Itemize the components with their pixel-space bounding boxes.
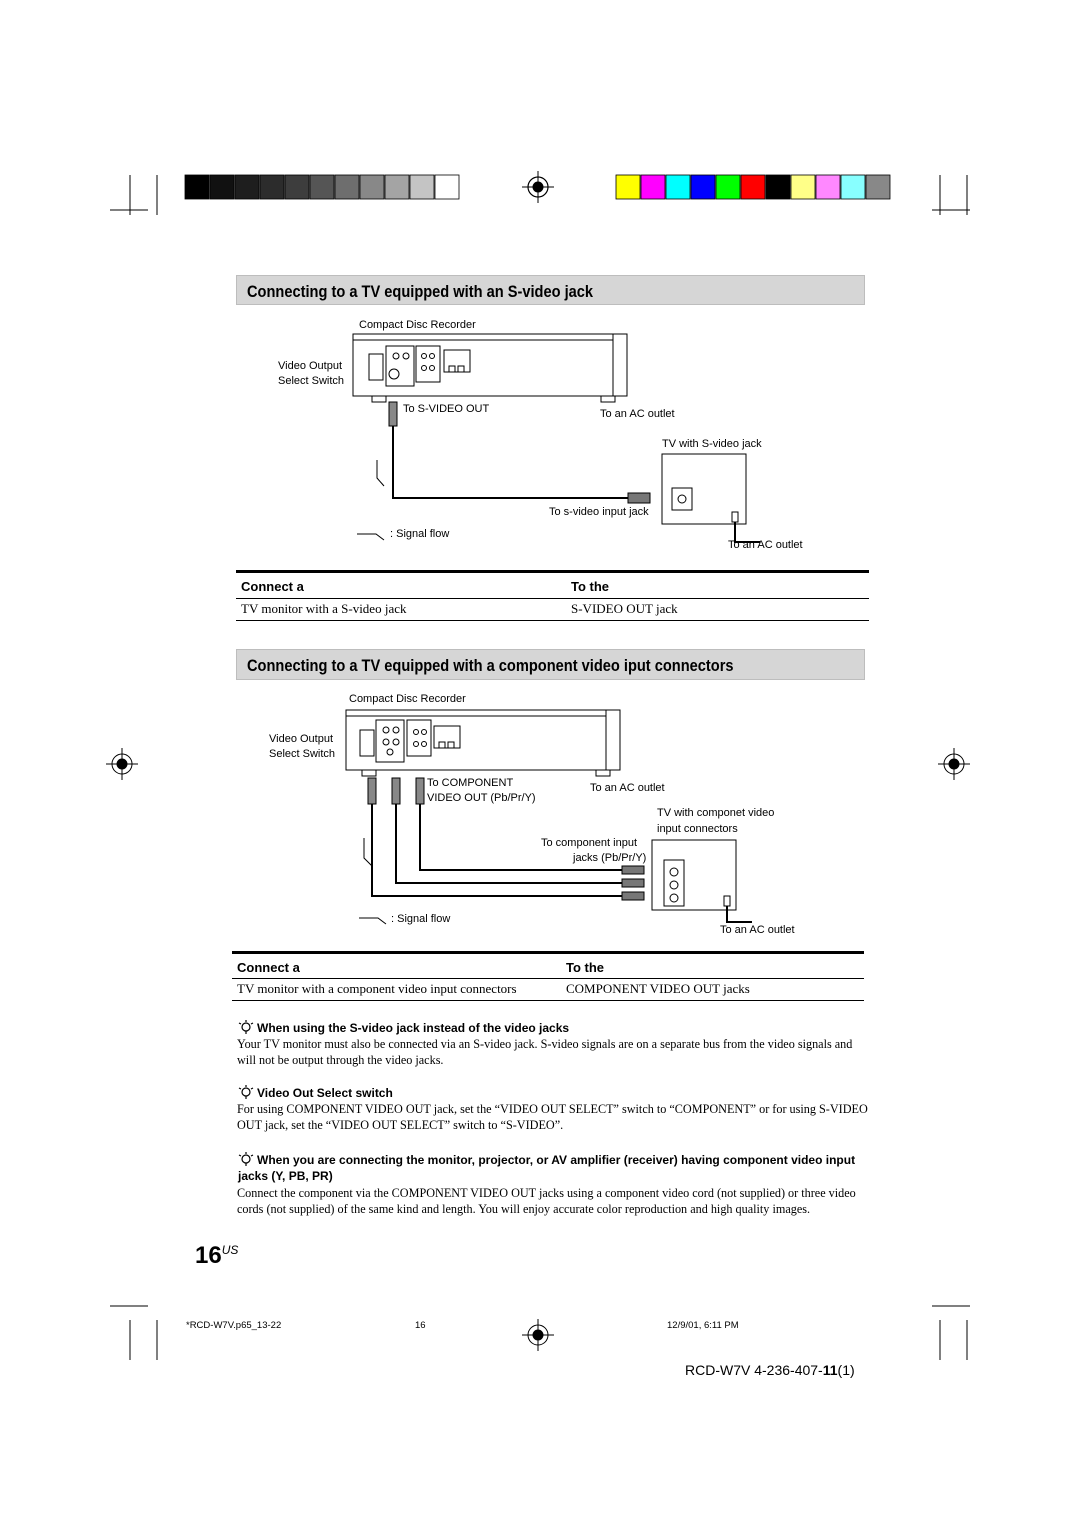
footer-page: 16 xyxy=(415,1320,426,1331)
crosshair-icon xyxy=(522,171,554,203)
table-header: To the xyxy=(566,960,605,975)
note-heading xyxy=(238,1152,868,1184)
tv-label: TV with componet video xyxy=(657,807,775,819)
note-heading-text: When you are connecting the monitor, projector, or AV amplifier (receiver) having component video input jacks (Y, PB, PR) xyxy=(238,1153,856,1183)
crosshair-icon xyxy=(938,748,970,780)
video-output-label: Video Output xyxy=(269,733,334,745)
color-calibration-block xyxy=(641,175,665,199)
to-svideo-out-label: To S-VIDEO OUT xyxy=(403,403,490,415)
color-calibration-block xyxy=(310,175,334,199)
select-switch-label: Select Switch xyxy=(269,748,336,760)
ac-outlet-label: To an AC outlet xyxy=(728,539,803,551)
color-calibration-block xyxy=(335,175,359,199)
footer-date: 12/9/01, 6:11 PM xyxy=(667,1320,739,1331)
crosshair-icon xyxy=(106,748,138,780)
color-calibration-block xyxy=(716,175,740,199)
color-calibration-block xyxy=(435,175,459,199)
color-calibration-block xyxy=(741,175,765,199)
signal-flow-label: : Signal flow xyxy=(390,528,450,540)
ac-outlet-label: To an AC outlet xyxy=(720,924,795,936)
color-calibration-block xyxy=(841,175,865,199)
table-cell: TV monitor with a component video input connectors xyxy=(237,981,517,996)
tip-icon xyxy=(238,1085,254,1099)
component-input-label: To component input xyxy=(541,837,638,849)
color-calibration-block xyxy=(691,175,715,199)
model-code-prefix: RCD-W7V 4-236-407- xyxy=(685,1362,823,1378)
footer-file: *RCD-W7V.p65_13-22 xyxy=(186,1320,282,1331)
table-cell: TV monitor with a S-video jack xyxy=(241,601,407,616)
connection-table xyxy=(236,570,869,622)
model-code-suffix: (1) xyxy=(837,1362,855,1378)
ac-outlet-label: To an AC outlet xyxy=(590,782,665,794)
model-code xyxy=(685,1362,855,1378)
color-calibration-block xyxy=(766,175,790,199)
color-calibration-block xyxy=(666,175,690,199)
tv-label: input connectors xyxy=(657,823,738,835)
color-calibration-block xyxy=(235,175,259,199)
component-input-label: jacks (Pb/Pr/Y) xyxy=(573,852,647,864)
to-component-label: VIDEO OUT (Pb/Pr/Y) xyxy=(427,792,536,804)
tip-icon xyxy=(238,1152,254,1166)
crosshair-icon xyxy=(522,1319,554,1351)
color-calibration-block xyxy=(360,175,384,199)
page-number xyxy=(195,1242,238,1270)
color-calibration-block xyxy=(791,175,815,199)
note-body: Connect the component via the COMPONENT VIDEO OUT jacks using a component video cord (not supplied) or three video cords (not supplied) of the same kind and length. You will enjoy accurate color reproduction and high quality images. xyxy=(237,1186,856,1217)
table-header: To the xyxy=(571,579,610,594)
page-number-suffix: US xyxy=(221,1243,239,1257)
ac-outlet-label: To an AC outlet xyxy=(600,408,675,420)
color-calibration-block xyxy=(385,175,409,199)
table-header: Connect a xyxy=(241,579,304,594)
color-calibration-block xyxy=(866,175,890,199)
svideo-connection-diagram xyxy=(236,310,836,560)
recorder-label: Compact Disc Recorder xyxy=(349,693,466,705)
color-calibration-block xyxy=(410,175,434,199)
color-calibration-block xyxy=(285,175,309,199)
color-calibration-block xyxy=(210,175,234,199)
color-calibration-block xyxy=(616,175,640,199)
section-header xyxy=(236,275,865,305)
connection-table xyxy=(232,951,864,1003)
signal-flow-label: : Signal flow xyxy=(391,913,451,925)
section-title: Connecting to a TV equipped with a component video iput connectors xyxy=(247,656,734,675)
table-cell: S-VIDEO OUT jack xyxy=(571,601,678,616)
color-calibration-block xyxy=(185,175,209,199)
recorder-label: Compact Disc Recorder xyxy=(359,319,476,331)
table-header: Connect a xyxy=(237,960,300,975)
table-cell: COMPONENT VIDEO OUT jacks xyxy=(566,981,750,996)
video-output-label: Video Output xyxy=(278,360,343,372)
tv-label: TV with S-video jack xyxy=(662,438,762,450)
section-header xyxy=(236,649,865,680)
note-heading-text: When using the S-video jack instead of the video jacks xyxy=(257,1021,570,1035)
registration-marks-top xyxy=(0,0,1080,240)
select-switch-label: Select Switch xyxy=(278,375,345,387)
color-calibration-block xyxy=(816,175,840,199)
note-body: Your TV monitor must also be connected via an S-video jack. S-video signals are on a separate bus from the video signals and will not be output through the video jacks. xyxy=(237,1037,853,1068)
page-number-value: 16 xyxy=(195,1242,222,1269)
model-code-bold: 11 xyxy=(822,1362,838,1378)
note-heading-text: Video Out Select switch xyxy=(257,1086,393,1100)
note-heading xyxy=(238,1085,868,1100)
note-heading xyxy=(238,1020,868,1035)
section-title: Connecting to a TV equipped with an S-video jack xyxy=(247,282,594,301)
to-component-label: To COMPONENT xyxy=(427,777,514,789)
registration-marks-bottom xyxy=(0,1290,1080,1370)
svideo-input-label: To s-video input jack xyxy=(549,506,649,518)
tip-icon xyxy=(238,1020,254,1034)
note-body: For using COMPONENT VIDEO OUT jack, set the “VIDEO OUT SELECT” switch to “COMPONENT” or for using S-VIDEO OUT jack, set the “VIDEO OUT SELECT” switch to “S-VIDEO”. xyxy=(237,1102,868,1133)
color-calibration-block xyxy=(260,175,284,199)
